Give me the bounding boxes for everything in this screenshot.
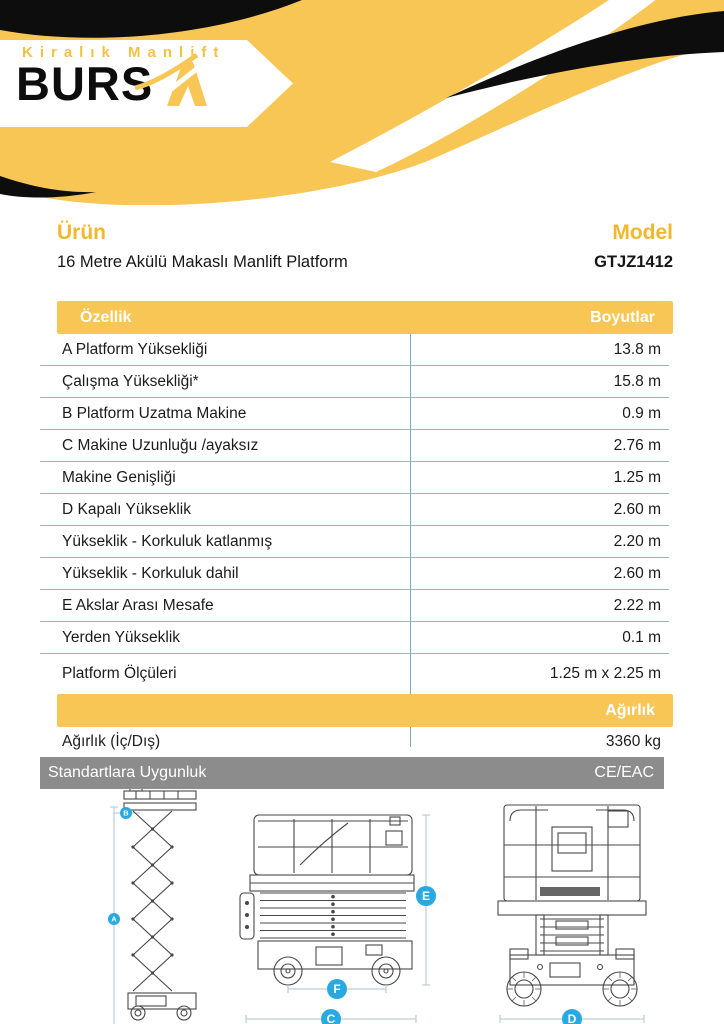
header-banner bbox=[0, 0, 724, 205]
weight-row bbox=[40, 727, 669, 757]
marker-a bbox=[108, 913, 120, 925]
lift-outline bbox=[240, 815, 414, 985]
weight-label: Ağırlık (İç/Dış) bbox=[62, 733, 161, 750]
product-name: 16 Metre Akülü Makaslı Manlift Platform bbox=[57, 253, 348, 271]
row-label: Yükseklik - Korkuluk katlanmış bbox=[62, 532, 273, 550]
row-label: C Makine Uzunluğu /ayaksız bbox=[62, 436, 259, 454]
row-value: 2.60 m bbox=[613, 500, 661, 518]
stowed-lift-side-drawing bbox=[236, 809, 462, 1024]
marker-e bbox=[416, 886, 436, 906]
row-label: Çalışma Yüksekliği* bbox=[62, 372, 199, 390]
product-header bbox=[57, 221, 673, 277]
row-value: 0.1 m bbox=[622, 628, 661, 646]
model-block bbox=[594, 221, 673, 272]
lift-outline bbox=[124, 787, 196, 1020]
model-value: GTJZ1412 bbox=[594, 253, 673, 271]
extended-lift-drawing bbox=[86, 787, 216, 1024]
table-header-bar bbox=[57, 301, 673, 334]
column-divider-line bbox=[410, 334, 411, 747]
row-value: 2.76 m bbox=[613, 436, 661, 454]
lift-outline bbox=[498, 805, 646, 1006]
weight-value: 3360 kg bbox=[605, 733, 661, 750]
spec-table bbox=[40, 301, 684, 789]
table-row bbox=[40, 654, 669, 694]
row-label: A Platform Yüksekliği bbox=[62, 340, 208, 358]
svg-text:C: C bbox=[326, 1012, 336, 1024]
row-label: D Kapalı Yükseklik bbox=[62, 500, 191, 518]
svg-text:B: B bbox=[123, 808, 129, 818]
svg-text:A: A bbox=[111, 914, 117, 924]
technical-drawings bbox=[0, 789, 724, 1024]
row-label: B Platform Uzatma Makine bbox=[62, 404, 247, 422]
row-value: 13.8 m bbox=[613, 340, 661, 358]
table-row bbox=[40, 494, 669, 526]
table-row bbox=[40, 334, 669, 366]
row-label: Platform Ölçüleri bbox=[62, 665, 177, 682]
row-value: 1.25 m bbox=[613, 468, 661, 486]
weight-column-header: Ağırlık bbox=[605, 701, 655, 719]
row-label: E Akslar Arası Mesafe bbox=[62, 596, 214, 614]
table-row bbox=[40, 430, 669, 462]
compliance-label: Standartlara Uygunluk bbox=[48, 764, 207, 781]
row-value: 1.25 m x 2.25 m bbox=[549, 665, 661, 682]
feature-column-header: Özellik bbox=[80, 308, 132, 326]
row-value: 2.22 m bbox=[613, 596, 661, 614]
table-row bbox=[40, 590, 669, 622]
product-block bbox=[57, 221, 348, 272]
compliance-value: CE/EAC bbox=[594, 764, 654, 781]
table-row bbox=[40, 558, 669, 590]
brand-logo-a-icon bbox=[155, 60, 207, 106]
row-value: 2.60 m bbox=[613, 564, 661, 582]
spec-rows bbox=[40, 334, 684, 694]
table-row bbox=[40, 366, 669, 398]
dimension-column-header: Boyutlar bbox=[590, 308, 655, 326]
svg-text:F: F bbox=[333, 982, 341, 997]
model-section-label: Model bbox=[612, 221, 673, 244]
row-value: 0.9 m bbox=[622, 404, 661, 422]
marker-b bbox=[120, 807, 132, 819]
row-value: 2.20 m bbox=[613, 532, 661, 550]
row-label: Yerden Yükseklik bbox=[62, 628, 181, 646]
row-label: Makine Genişliği bbox=[62, 468, 176, 486]
row-label: Yükseklik - Korkuluk dahil bbox=[62, 564, 239, 582]
table-row bbox=[40, 398, 669, 430]
row-value: 15.8 m bbox=[613, 372, 661, 390]
table-row bbox=[40, 622, 669, 654]
brand-logo-text: BURS bbox=[16, 57, 154, 110]
svg-text:D: D bbox=[567, 1012, 577, 1024]
compliance-bar bbox=[40, 757, 664, 789]
marker-c bbox=[321, 1009, 341, 1024]
pivot-dots bbox=[131, 827, 173, 974]
brand-tagline: Kiralık Manlift bbox=[22, 44, 226, 61]
table-row bbox=[40, 526, 669, 558]
svg-text:E: E bbox=[421, 889, 431, 904]
table-row bbox=[40, 462, 669, 494]
product-section-label: Ürün bbox=[57, 221, 106, 244]
brand-logo bbox=[16, 57, 207, 110]
marker-f bbox=[327, 979, 347, 999]
weight-header-bar bbox=[57, 694, 673, 727]
stowed-lift-front-drawing bbox=[480, 797, 664, 1024]
marker-d bbox=[562, 1009, 582, 1024]
